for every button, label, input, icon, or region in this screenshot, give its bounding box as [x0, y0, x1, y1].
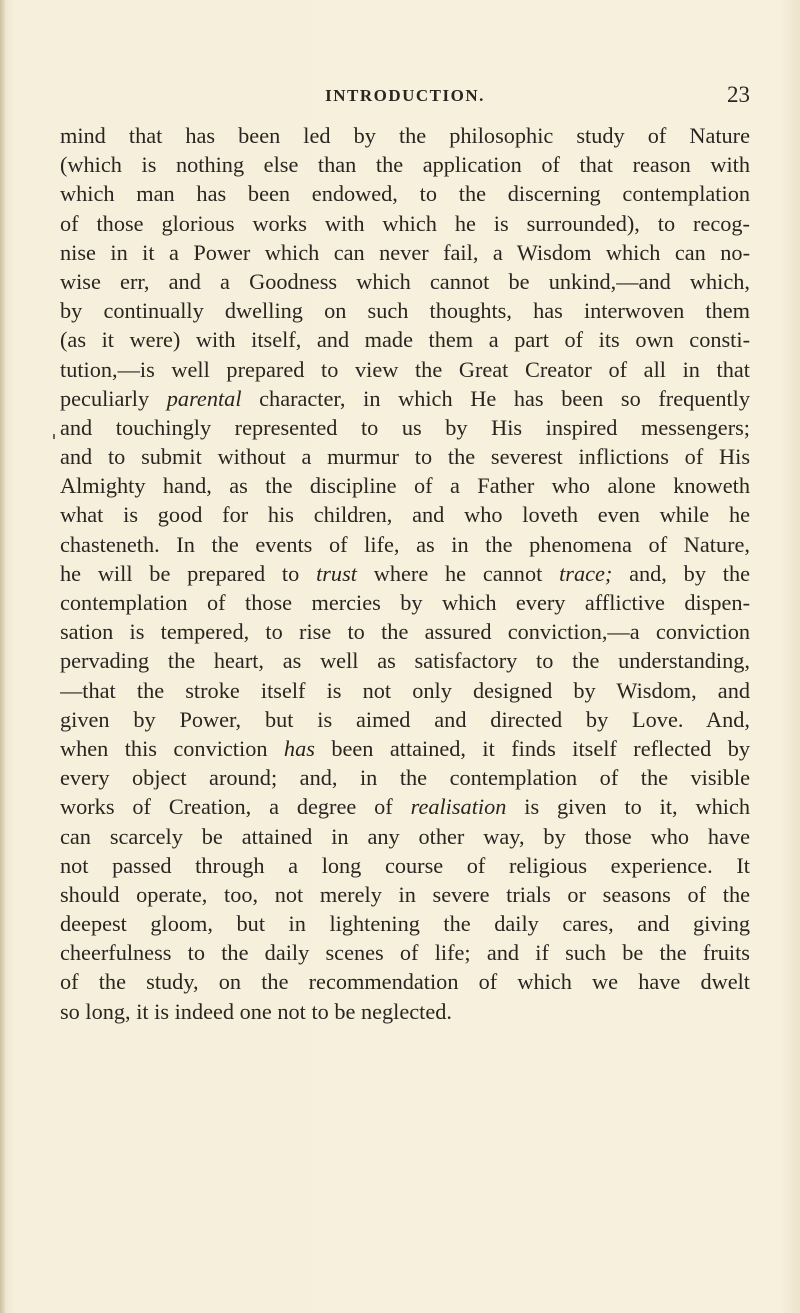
text-segment: character, in which He has been so frequently — [241, 385, 750, 411]
text-segment: and, by the — [612, 560, 750, 586]
text-line-with-italic — [60, 384, 750, 413]
running-head: INTRODUCTION. — [325, 86, 485, 105]
text-line: sation is tempered, to rise to the assured conviction,—a conviction — [60, 619, 750, 645]
text-segment: peculiarly — [60, 385, 167, 411]
text-segment: works of Creation, a degree of — [60, 794, 411, 820]
text-line: which man has been endowed, to the discerning contemplation — [60, 181, 750, 207]
text-line: tution,—is well prepared to view the Great Creator of all in that — [60, 356, 750, 382]
italic-word: trust — [316, 560, 357, 586]
text-line: pervading the heart, as well as satisfactory to the understanding, — [60, 648, 750, 674]
text-segment: been attained, it finds itself reflected by — [314, 735, 750, 761]
text-segment: he will be prepared to — [60, 560, 317, 586]
text-line-with-italic — [60, 734, 750, 763]
page-number: 23 — [727, 82, 750, 107]
text-line: (as it were) with itself, and made them a part of its own consti- — [60, 327, 750, 353]
text-line: deepest gloom, but in lightening the daily cares, and giving — [60, 911, 750, 937]
text-line: —that the stroke itself is not only designed by Wisdom, and — [60, 677, 750, 703]
text-line: chasteneth. In the events of life, as in the phenomena of Nature, — [60, 531, 750, 557]
text-line: wise err, and a Goodness which cannot be unkind,—and which, — [60, 268, 750, 294]
text-line: contemplation of those mercies by which every afflictive dispen- — [60, 590, 750, 615]
text-segment: where he cannot — [356, 560, 560, 586]
margin-mark — [53, 434, 55, 439]
text-line-with-italic — [60, 792, 750, 821]
text-line: nise in it a Power which can never fail, a Wisdom which can no- — [60, 239, 750, 265]
italic-word: has — [283, 735, 315, 761]
text-segment: when this conviction — [60, 735, 284, 761]
text-line: (which is nothing else than the application of that reason with — [60, 152, 750, 178]
text-line: cheerfulness to the daily scenes of life; and if such be the fruits — [60, 940, 750, 966]
text-segment: is given to it, which — [506, 794, 750, 820]
text-line: given by Power, but is aimed and directed by Love. And, — [60, 706, 750, 732]
page-header — [60, 82, 750, 110]
text-line: what is good for his children, and who loveth even while he — [60, 502, 750, 528]
text-line-with-italic — [60, 559, 750, 588]
text-line: by continually dwelling on such thoughts, has interwoven them — [60, 298, 750, 324]
text-line: mind that has been led by the philosophic study of Nature — [60, 123, 750, 148]
text-line: Almighty hand, as the discipline of a Father who alone knoweth — [60, 473, 750, 499]
text-line: can scarcely be attained in any other way, by those who have — [60, 823, 750, 849]
text-line: of those glorious works with which he is surrounded), to recog- — [60, 210, 750, 236]
body-paragraph — [60, 121, 750, 1026]
text-line: and to submit without a murmur to the severest inflictions of His — [60, 444, 750, 470]
italic-word: trace; — [559, 560, 613, 586]
italic-word: parental — [166, 385, 242, 411]
italic-word: realisation — [410, 794, 507, 820]
text-line: not passed through a long course of religious experience. It — [60, 852, 750, 878]
text-line-last: so long, it is indeed one not to be neglected. — [60, 998, 452, 1024]
text-line: and touchingly represented to us by His inspired messengers; — [60, 414, 750, 440]
text-line: every object around; and, in the contemplation of the visible — [60, 765, 750, 791]
text-line: of the study, on the recommendation of which we have dwelt — [60, 969, 750, 995]
text-line: should operate, too, not merely in severe trials or seasons of the — [60, 881, 750, 907]
page-gutter-shadow — [0, 0, 6, 1313]
